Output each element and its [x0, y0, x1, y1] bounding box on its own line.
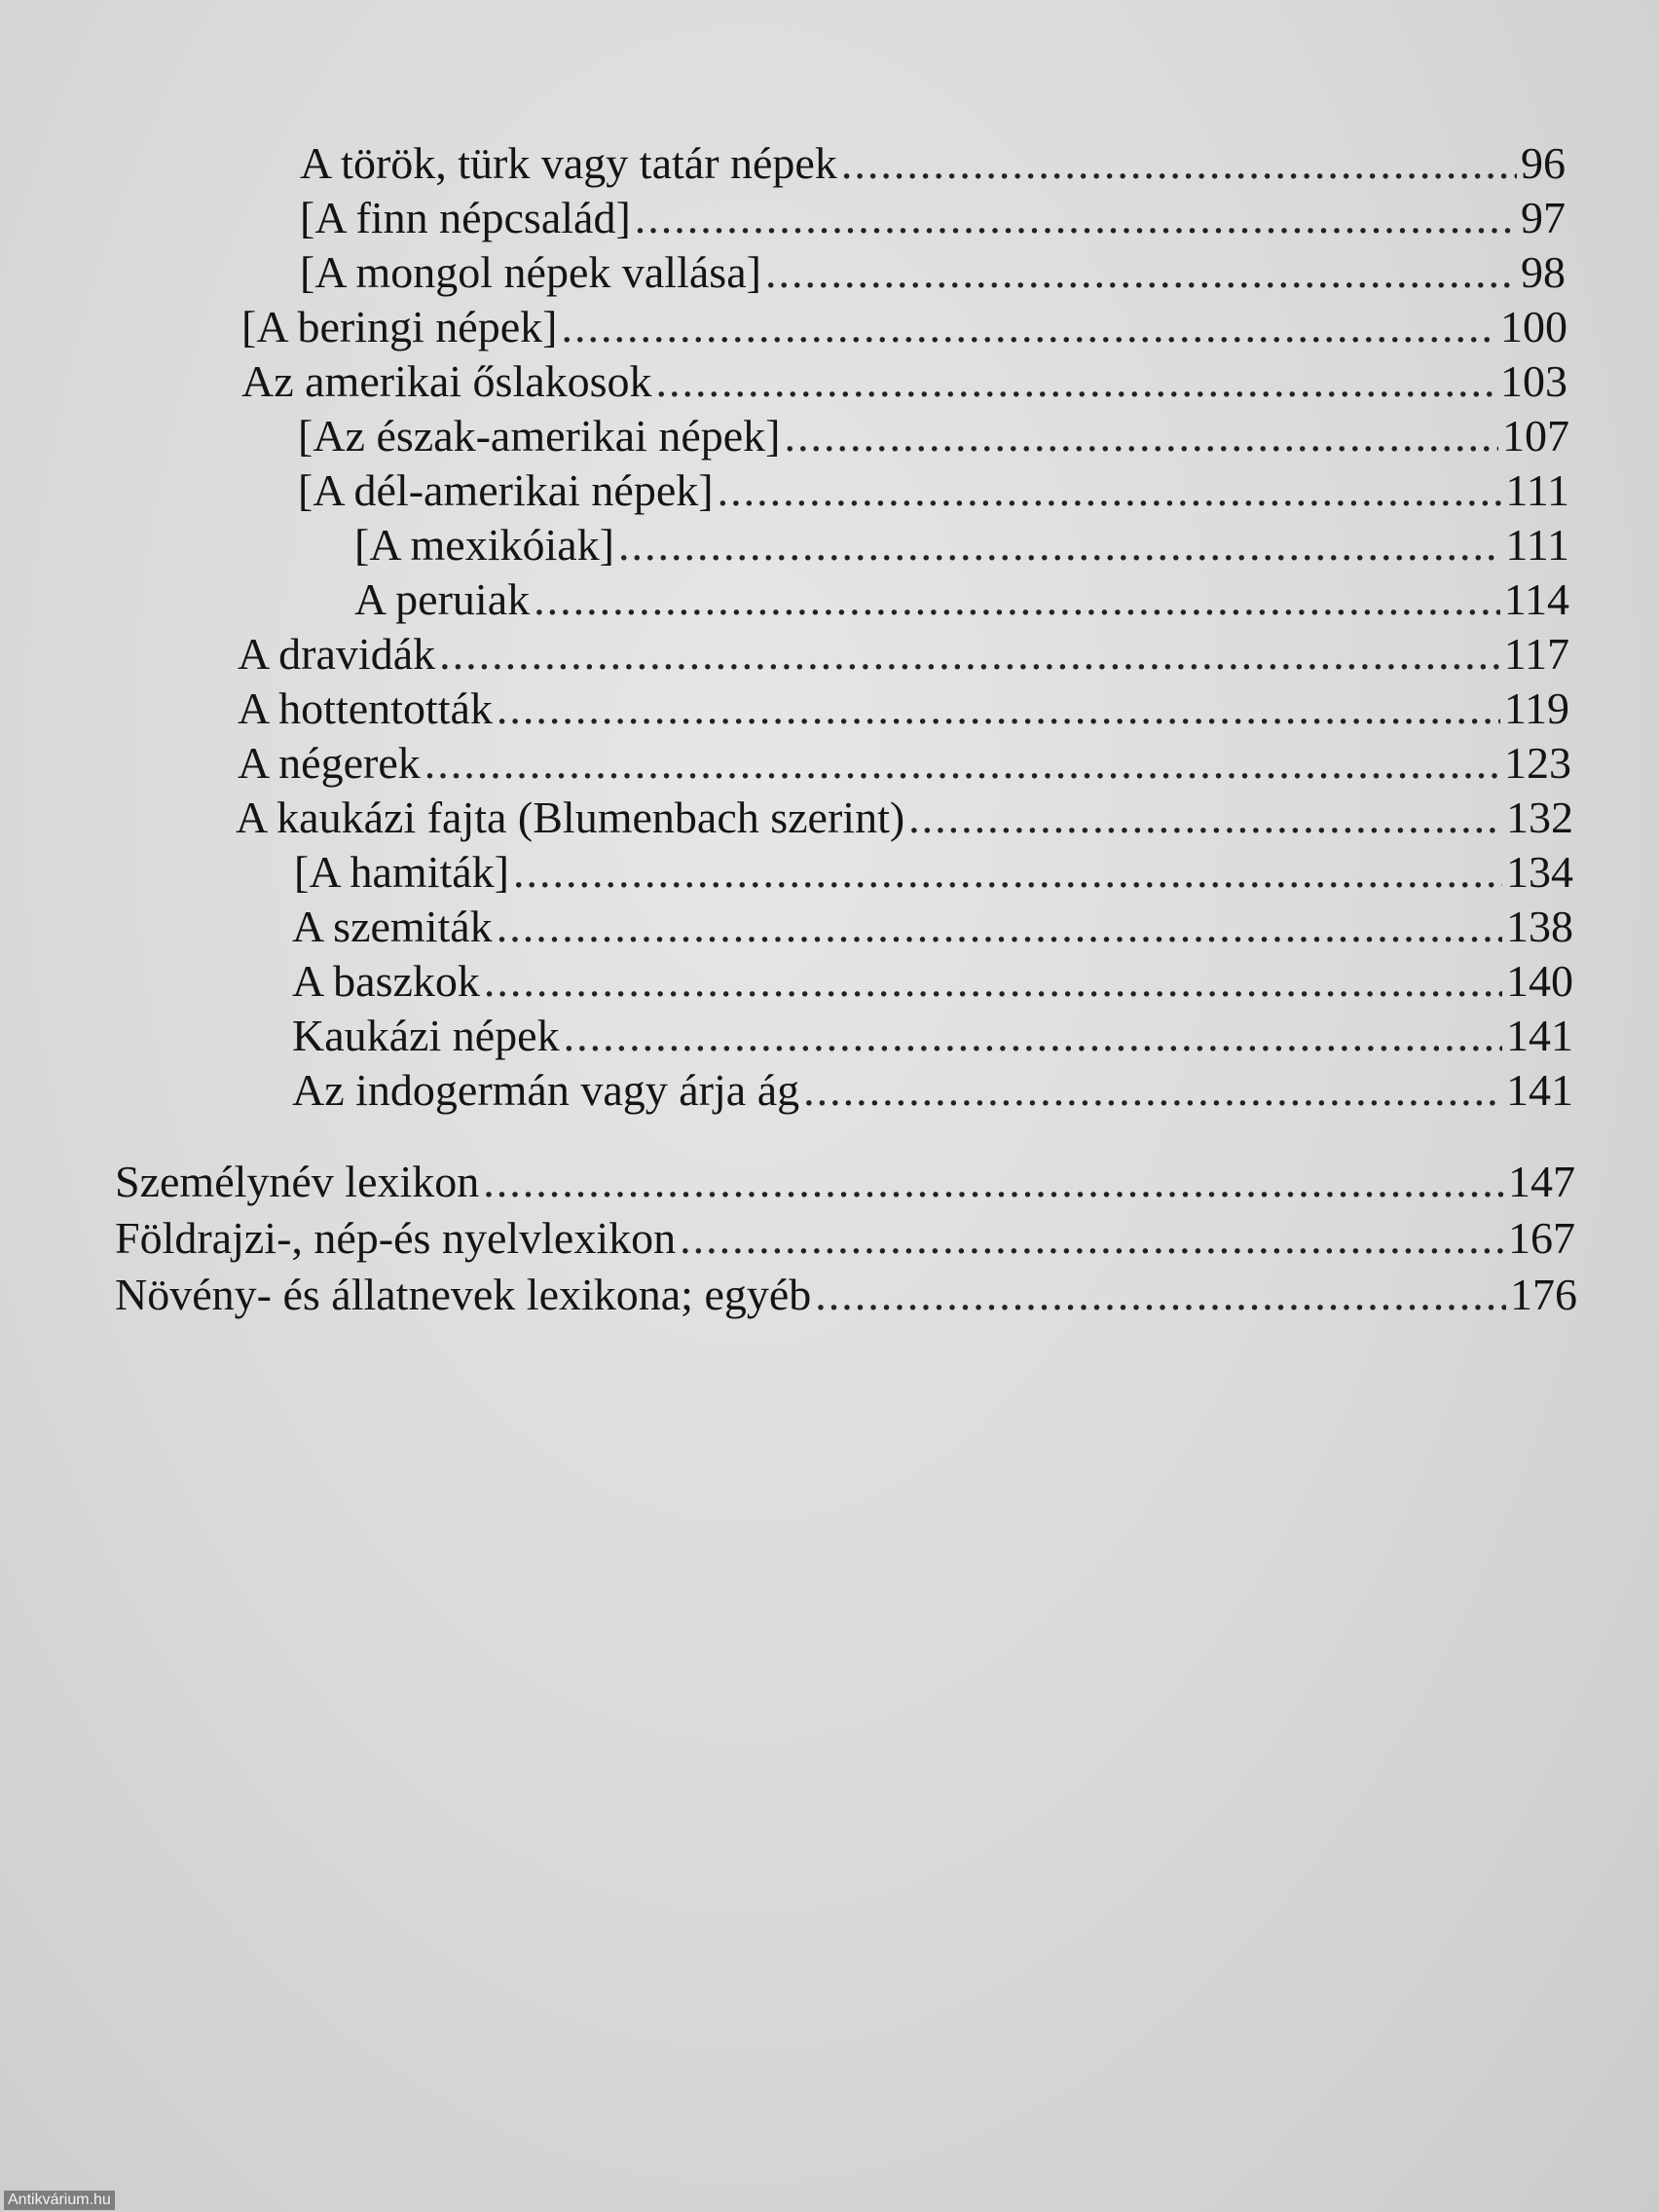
toc-entry-page: 134 — [1506, 847, 1573, 897]
toc-entry-page: 96 — [1521, 138, 1566, 188]
toc-dot-leader — [497, 682, 1500, 736]
toc-entry-page: 167 — [1508, 1213, 1575, 1263]
toc-entry — [354, 572, 1569, 627]
toc-entry-page: 98 — [1521, 247, 1566, 297]
toc-entry — [292, 1063, 1573, 1118]
toc-dot-leader — [785, 409, 1499, 463]
toc-dot-leader — [765, 245, 1517, 300]
toc-entry-title: [A mexikóiak] — [354, 520, 614, 570]
toc-entry-title: A négerek — [238, 738, 421, 788]
toc-entry-title: Az amerikai őslakosok — [241, 356, 652, 406]
toc-entry-page: 141 — [1506, 1011, 1573, 1060]
toc-entry — [354, 518, 1569, 572]
toc-entry-page: 123 — [1504, 738, 1571, 788]
toc-dot-leader — [484, 954, 1502, 1009]
toc-entry-page: 107 — [1502, 411, 1569, 461]
toc-entry-title: Földrajzi-, nép-és nyelvlexikon — [115, 1213, 677, 1263]
toc-entry — [298, 463, 1569, 518]
toc-entry — [292, 954, 1573, 1009]
toc-entry-title: Személynév lexikon — [115, 1157, 480, 1206]
toc-dot-leader — [635, 191, 1517, 245]
toc-dot-leader — [439, 627, 1500, 682]
toc-dot-leader — [534, 572, 1500, 627]
toc-entry — [238, 736, 1571, 791]
toc-entry-page: 140 — [1506, 956, 1573, 1006]
toc-dot-leader — [718, 463, 1502, 518]
toc-entry-page: 97 — [1521, 193, 1566, 242]
toc-entry-title: [A hamiták] — [294, 847, 509, 897]
toc-dot-leader — [803, 1063, 1502, 1118]
toc-entry-page: 119 — [1503, 683, 1569, 733]
toc-entry-title: Növény- és állatnevek lexikona; egyéb — [115, 1270, 812, 1319]
toc-entry-title: [A finn népcsalád] — [300, 193, 631, 242]
toc-dot-leader — [513, 845, 1502, 900]
toc-entry-page: 147 — [1508, 1157, 1575, 1206]
watermark-label: Antikvárium.hu — [4, 2191, 115, 2210]
toc-dot-leader — [564, 1009, 1502, 1063]
toc-entry-title: A baszkok — [292, 956, 480, 1006]
toc-dot-leader — [483, 1155, 1504, 1209]
toc-entry-title: [A mongol népek vallása] — [300, 247, 761, 297]
toc-entry — [292, 900, 1573, 954]
toc-entry — [238, 682, 1569, 736]
toc-entry — [115, 1268, 1577, 1322]
toc-dot-leader — [656, 354, 1496, 409]
toc-entry-title: A szemiták — [292, 902, 493, 951]
toc-entry-page: 132 — [1506, 793, 1573, 842]
toc-entry-title: Kaukázi népek — [292, 1011, 560, 1060]
toc-entry-page: 138 — [1506, 902, 1573, 951]
toc-entry — [300, 191, 1566, 245]
toc-entry-title: A török, türk vagy tatár népek — [300, 138, 837, 188]
toc-entry-page: 117 — [1503, 629, 1569, 679]
toc-entry — [241, 354, 1567, 409]
toc-entry — [238, 627, 1569, 682]
toc-entry-title: A dravidák — [238, 629, 436, 679]
toc-entry-title: A hottentották — [238, 683, 493, 733]
toc-dot-leader — [424, 736, 1500, 791]
toc-entry — [300, 136, 1566, 191]
toc-entry-title: [A beringi népek] — [241, 302, 558, 351]
toc-entry-title: [A dél-amerikai népek] — [298, 465, 714, 515]
toc-entry-title: A kaukázi fajta (Blumenbach szerint) — [236, 793, 905, 842]
toc-entry — [298, 409, 1569, 463]
toc-dot-leader — [841, 136, 1517, 191]
toc-entry — [300, 245, 1566, 300]
toc-dot-leader — [497, 900, 1502, 954]
toc-entry — [236, 791, 1573, 845]
toc-dot-leader — [815, 1268, 1506, 1322]
toc-entry-page: 176 — [1510, 1270, 1577, 1319]
toc-entry-page: 103 — [1500, 356, 1567, 406]
toc-entry-title: A peruiak — [354, 574, 531, 624]
toc-dot-leader — [680, 1211, 1504, 1266]
toc-entry-page: 111 — [1505, 465, 1569, 515]
toc-dot-leader — [908, 791, 1502, 845]
toc-entry — [241, 300, 1567, 354]
toc-entry — [115, 1155, 1575, 1209]
toc-entry-title: Az indogermán vagy árja ág — [292, 1065, 800, 1115]
toc-entry-page: 100 — [1500, 302, 1567, 351]
toc-entry-page: 111 — [1505, 520, 1569, 570]
toc-entry — [294, 845, 1573, 900]
toc-entry — [292, 1009, 1573, 1063]
toc-dot-leader — [618, 518, 1501, 572]
toc-entry-page: 114 — [1503, 574, 1569, 624]
toc-entry-title: [Az észak-amerikai népek] — [298, 411, 781, 461]
toc-entry — [115, 1211, 1575, 1266]
toc-entry-page: 141 — [1506, 1065, 1573, 1115]
toc-dot-leader — [561, 300, 1496, 354]
